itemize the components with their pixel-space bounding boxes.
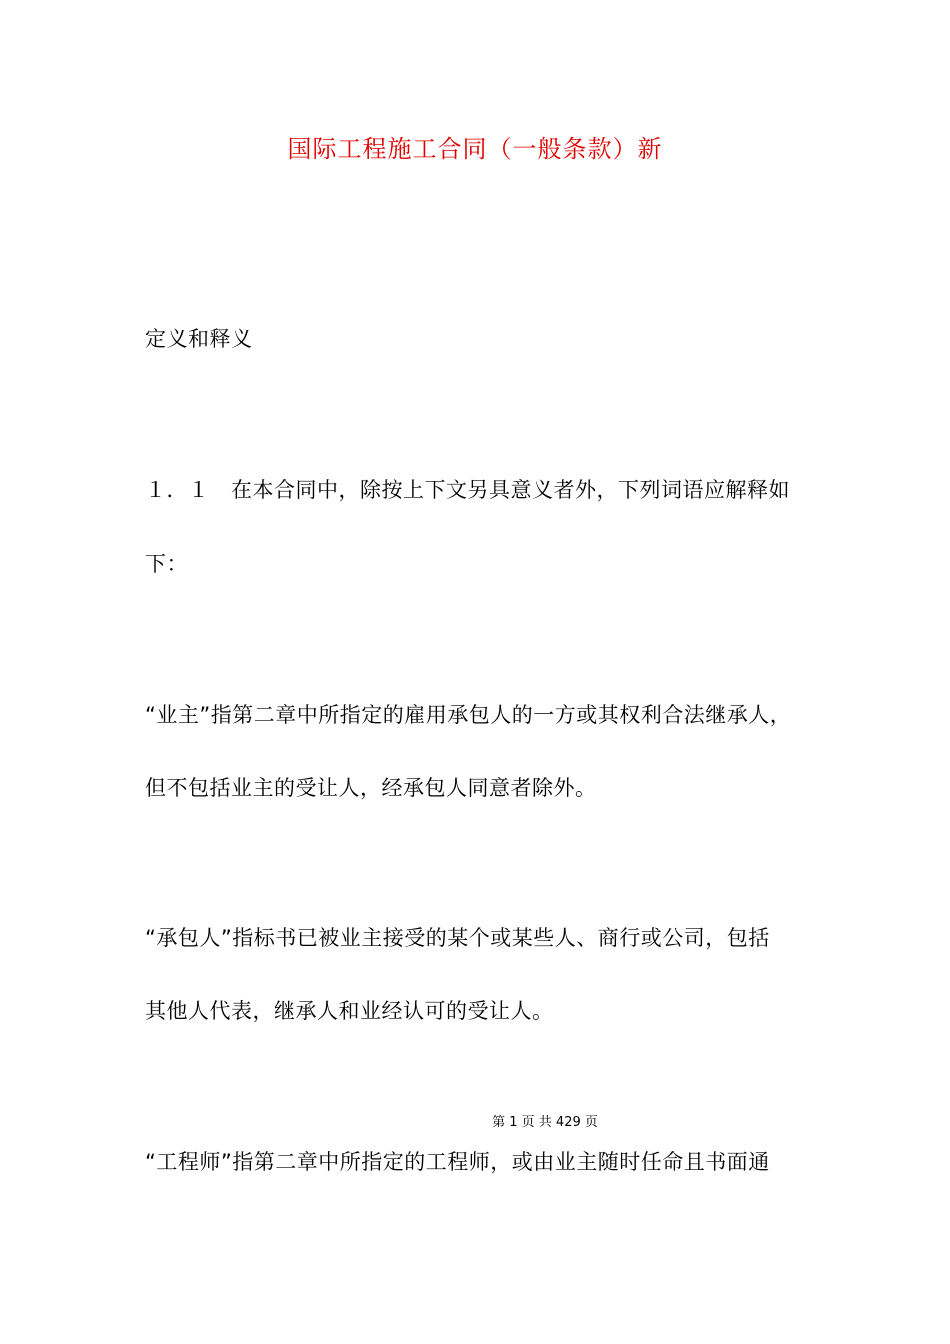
section-heading: 定义和释义	[145, 327, 253, 351]
body-line-6: 其他人代表，继承人和业经认可的受让人。	[145, 999, 554, 1023]
body-line-5: “承包人”指标书已被业主接受的某个或某些人、商行或公司，包括	[145, 926, 770, 950]
document-title: 国际工程施工合同（一般条款）新	[287, 135, 663, 163]
body-line-1: １．１ 在本合同中，除按上下文另具意义者外，下列词语应解释如	[145, 478, 790, 502]
page-footer: 第 1 页 共 429 页	[492, 1115, 598, 1130]
body-line-2: 下：	[145, 552, 188, 576]
body-line-7: “工程师”指第二章中所指定的工程师，或由业主随时任命且书面通	[145, 1150, 770, 1174]
body-line-4: 但不包括业主的受让人，经承包人同意者除外。	[145, 776, 597, 800]
body-line-3: “业主”指第二章中所指定的雇用承包人的一方或其权利合法继承人，	[145, 703, 792, 727]
